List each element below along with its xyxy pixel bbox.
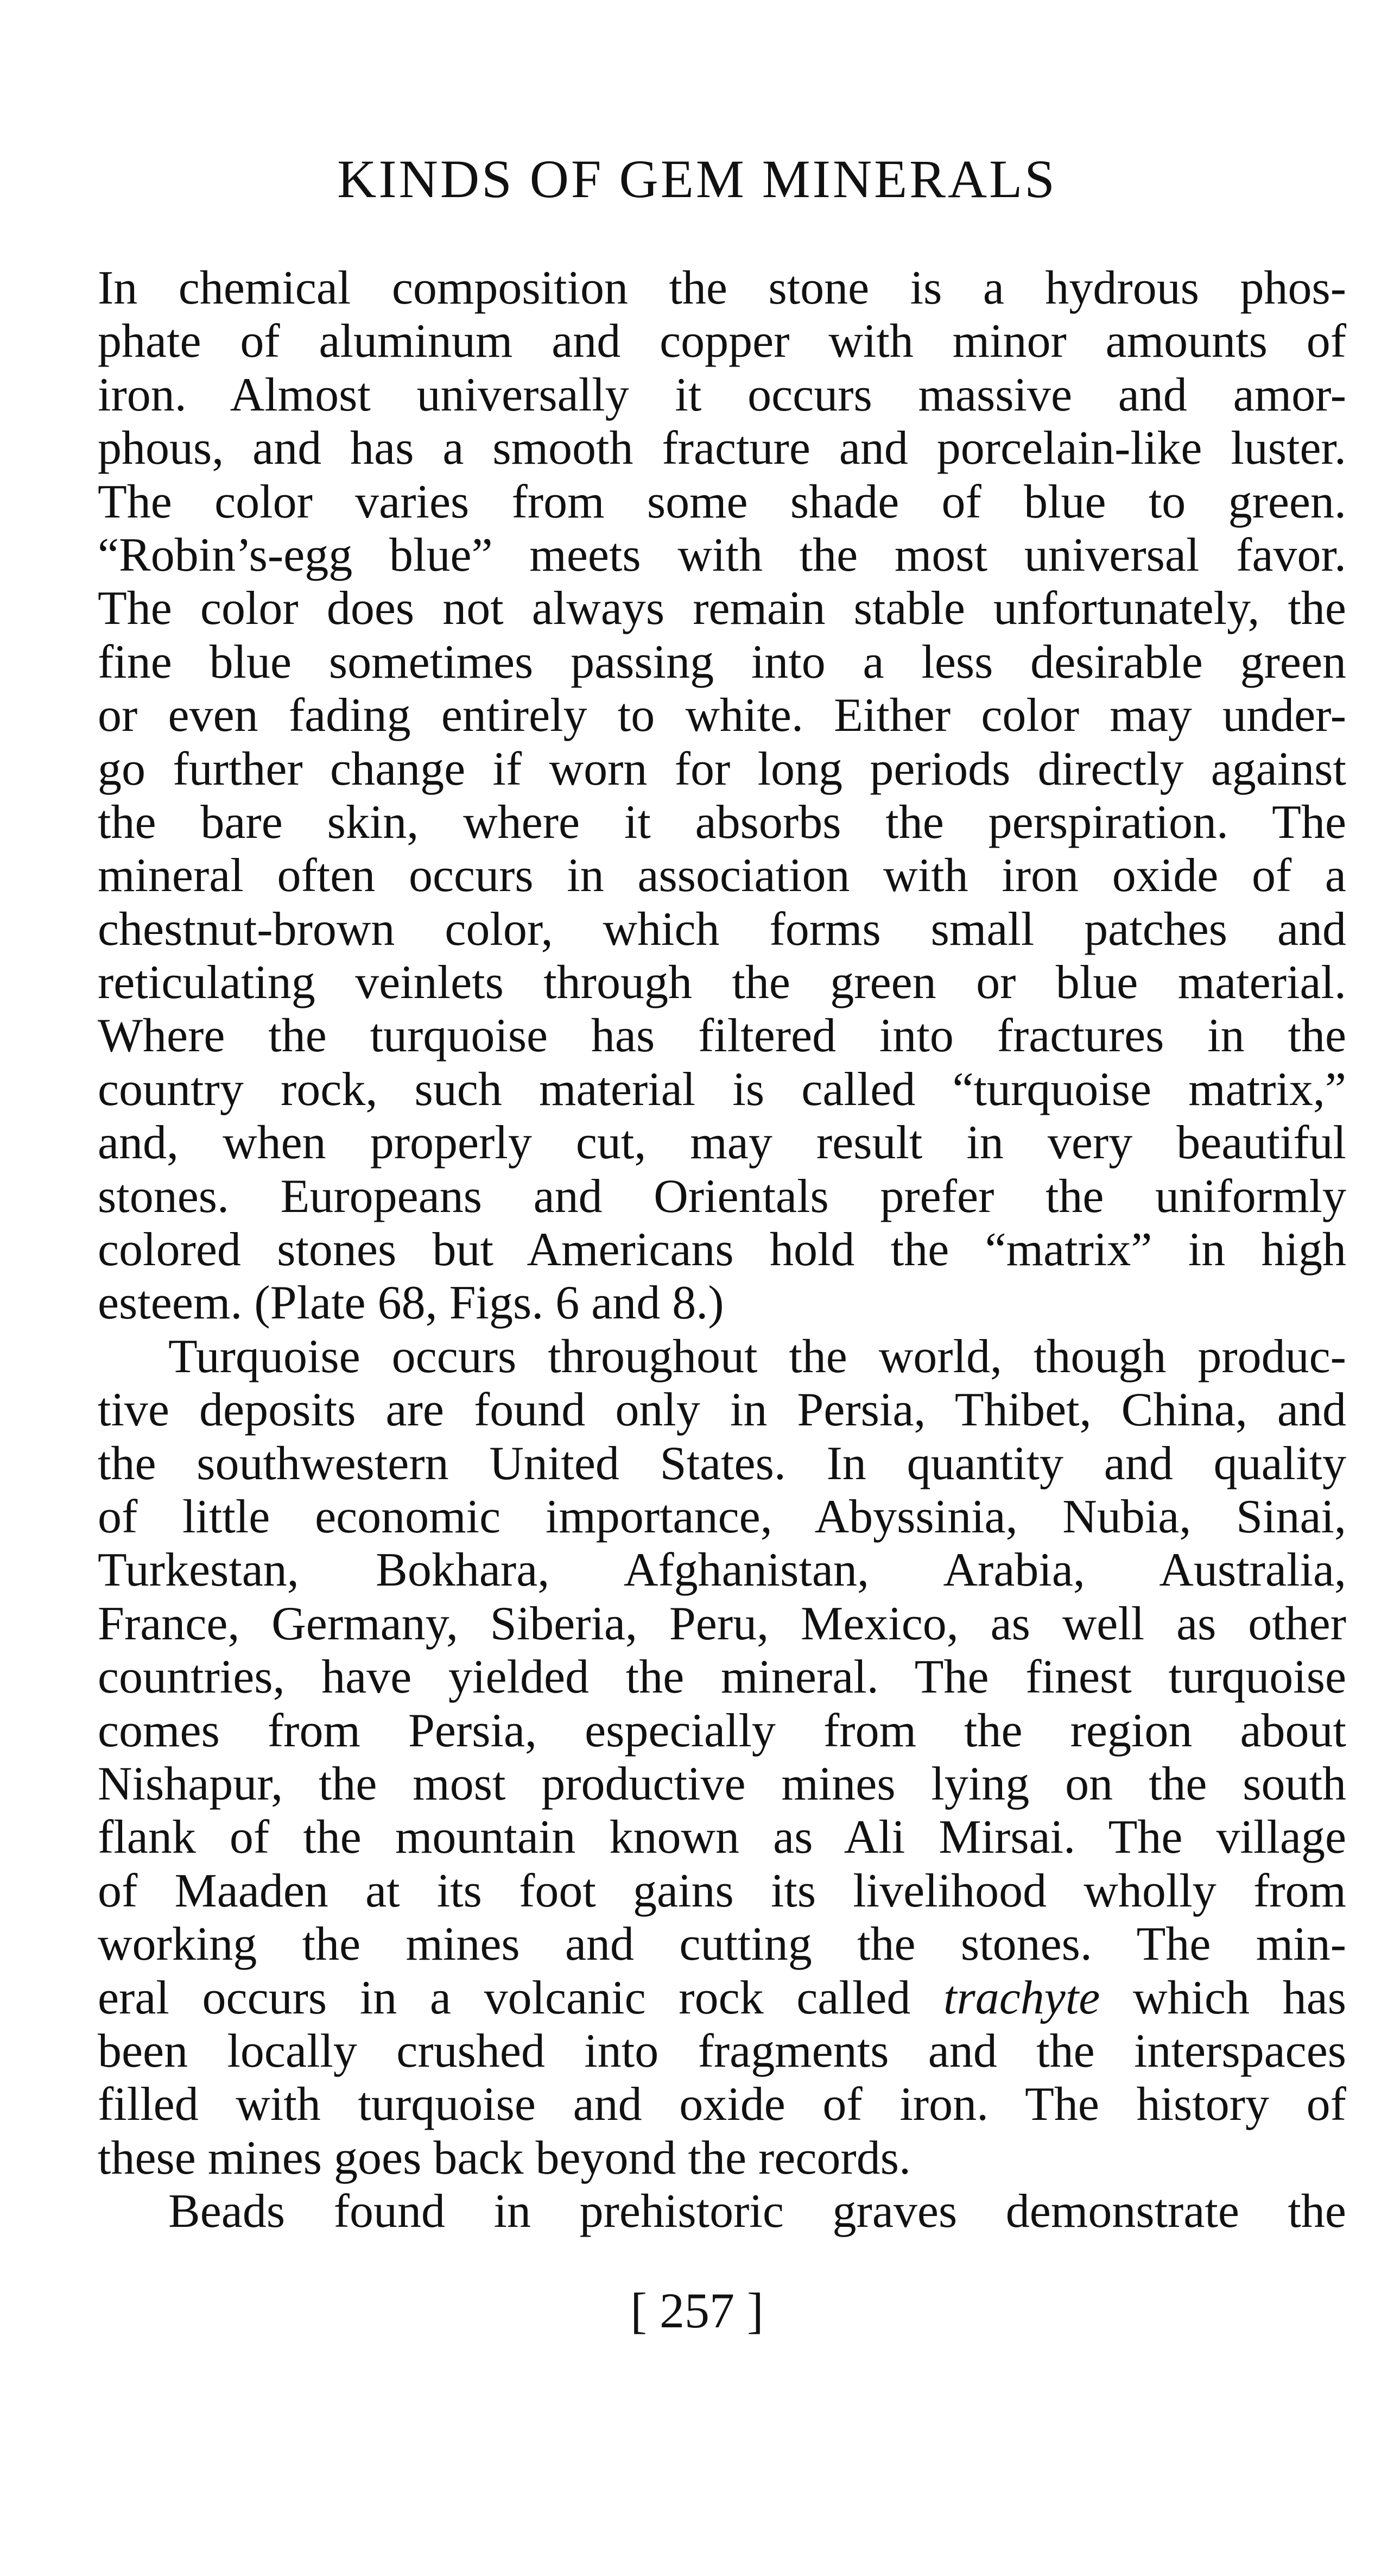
text-line-33-end: which has [1133, 1971, 1347, 2024]
text-line-25: Turkestan, Bokhara, Afghanistan, Arabia, Australia, [98, 1544, 1346, 1597]
text-line-13: chestnut-brown color, which forms small patches and [98, 902, 1346, 956]
text-line-4: phous, and has a smooth fracture and porcelain-like luster. [98, 422, 1346, 475]
text-line-15: Where the turquoise has filtered into fractures in the [98, 1009, 1346, 1063]
text-line-16: country rock, such material is called “turquoise matrix,” [98, 1063, 1346, 1116]
text-line-33 [98, 1972, 1346, 2025]
text-line-1: In chemical composition the stone is a hydrous phos- [98, 262, 1346, 314]
text-line-35: filled with turquoise and oxide of iron. The history of [98, 2078, 1346, 2131]
running-head: KINDS OF GEM MINERALS [337, 149, 1057, 209]
page-number: [ 257 ] [630, 2283, 764, 2338]
text-line-36: these mines goes back beyond the records. [98, 2131, 911, 2184]
text-line-6: “Robin’s-egg blue” meets with the most universal favor. [98, 528, 1346, 582]
body-text [98, 262, 1346, 2238]
text-line-32: working the mines and cutting the stones. The min- [98, 1918, 1346, 1971]
text-line-3: iron. Almost universally it occurs massive and amor- [98, 368, 1346, 421]
text-line-14: reticulating veinlets through the green or blue material. [98, 956, 1346, 1009]
text-line-8: fine blue sometimes passing into a less desirable green [98, 635, 1346, 689]
text-line-5: The color varies from some shade of blue to green. [98, 475, 1346, 528]
text-line-37: Beads found in prehistoric graves demonstrate the [168, 2185, 1346, 2238]
text-line-24: of little economic importance, Abyssinia, Nubia, Sinai, [98, 1490, 1346, 1543]
text-line-12: mineral often occurs in association with iron oxide of a [98, 849, 1346, 902]
text-line-18: stones. Europeans and Orientals prefer the uniformly [98, 1170, 1346, 1223]
text-line-21: Turquoise occurs throughout the world, though produc- [168, 1330, 1346, 1383]
text-line-20: esteem. (Plate 68, Figs. 6 and 8.) [98, 1277, 724, 1330]
text-line-9: or even fading entirely to white. Either color may under- [98, 689, 1346, 742]
text-line-26: France, Germany, Siberia, Peru, Mexico, as well as other [98, 1597, 1346, 1650]
text-line-34: been locally crushed into fragments and the interspaces [98, 2024, 1346, 2078]
text-line-22: tive deposits are found only in Persia, Thibet, China, and [98, 1384, 1346, 1437]
text-line-23: the southwestern United States. In quantity and quality [98, 1437, 1346, 1490]
text-line-2: phate of aluminum and copper with minor amounts of [98, 315, 1346, 368]
text-line-33-start: eral occurs in a volcanic rock called [98, 1971, 911, 2024]
italic-term-trachyte: trachyte [943, 1971, 1100, 2024]
text-line-17: and, when properly cut, may result in very beautiful [98, 1116, 1346, 1170]
text-line-11: the bare skin, where it absorbs the perspiration. The [98, 795, 1346, 849]
text-line-28: comes from Persia, especially from the region about [98, 1704, 1346, 1757]
text-line-31: of Maaden at its foot gains its livelihood wholly from [98, 1864, 1346, 1917]
text-line-19: colored stones but Americans hold the “matrix” in high [98, 1223, 1346, 1277]
text-line-10: go further change if worn for long periods directly against [98, 742, 1346, 795]
text-line-27: countries, have yielded the mineral. The finest turquoise [98, 1651, 1346, 1704]
text-line-30: flank of the mountain known as Ali Mirsai. The village [98, 1811, 1346, 1864]
text-line-29: Nishapur, the most productive mines lying on the south [98, 1757, 1346, 1810]
text-line-7: The color does not always remain stable unfortunately, the [98, 582, 1346, 635]
